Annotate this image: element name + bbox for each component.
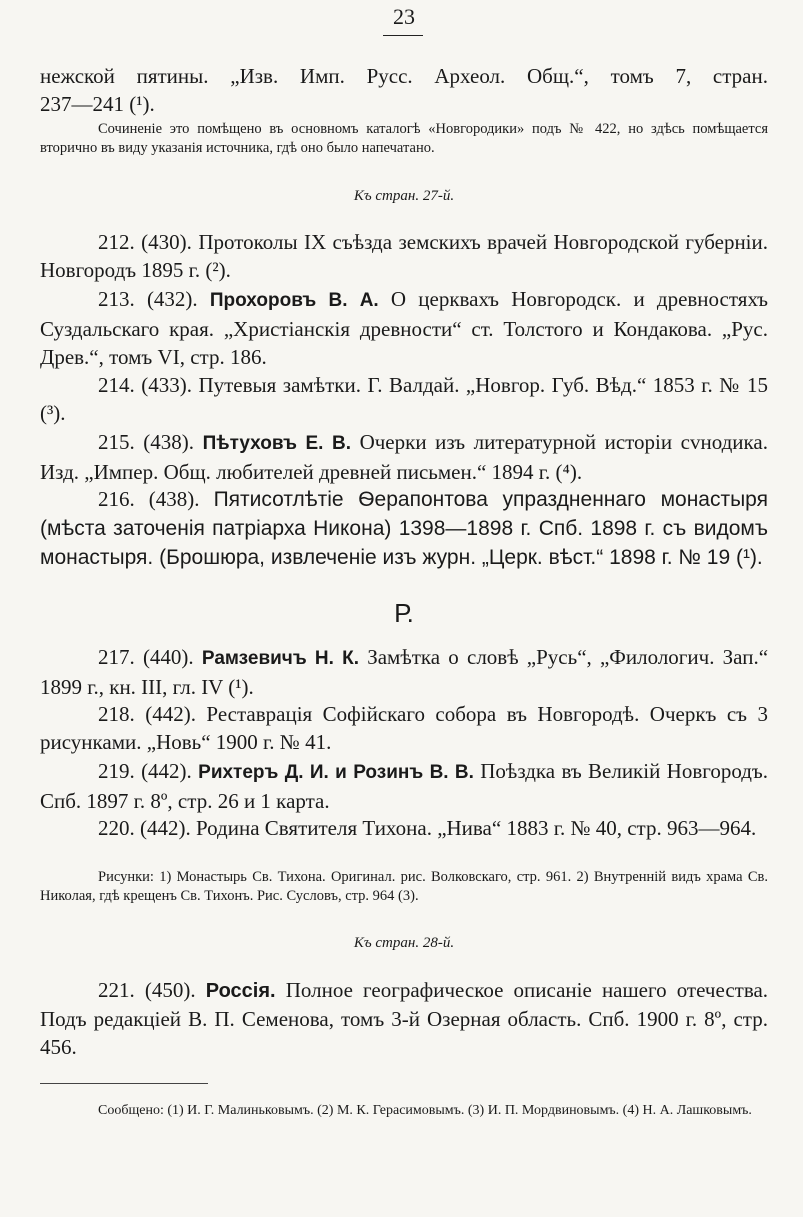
entry-author: Пѣтуховъ Е. В. <box>202 433 352 454</box>
entry-author: Россія. <box>205 980 276 1002</box>
entry-number: 213. (432). <box>98 287 198 311</box>
entry-215 <box>40 428 768 486</box>
entry-author: Рихтеръ Д. И. и Розинъ В. В. <box>198 762 474 783</box>
entry-author: Рамзевичъ Н. К. <box>201 648 359 669</box>
entry-number: 215. (438). <box>98 430 195 454</box>
entry-text: Родина Святителя Тихона. „Нива“ 1883 г. № 40, стр. 963—964. <box>196 816 757 840</box>
entry-number: 217. (440). <box>98 645 194 669</box>
entry-text: Протоколы IX съѣзда земскихъ врачей Новгородской губерніи. Новгородъ 1895 г. (²). <box>40 230 769 282</box>
entry-number: 216. (438). <box>98 487 200 511</box>
entry-number: 218. (442). <box>98 702 196 726</box>
section-heading-page-28: Къ стран. 28-й. <box>353 935 455 951</box>
entry-number: 219. (442). <box>98 759 192 783</box>
section-heading-page-27: Къ стран. 27-й. <box>353 188 455 204</box>
entry-continuation-note: Сочиненіе это помѣщено въ основномъ каталогѣ «Новгородики» подъ № 422, но здѣсь помѣщается вторично въ виду указанія источника, гдѣ оно было напечатано. <box>40 121 768 156</box>
entry-text: Поѣздка въ Великій Новгородъ. Спб. 1897 г. 8º, стр. 26 и 1 карта. <box>40 759 769 813</box>
entry-220 <box>40 814 768 842</box>
entry-219 <box>40 757 768 815</box>
entry-217 <box>40 643 768 701</box>
section-letter-r: Р. <box>394 598 414 628</box>
entry-212 <box>40 228 768 284</box>
entry-216 <box>40 485 768 572</box>
entry-213 <box>40 285 768 371</box>
entry-text: Полное географическое описаніе нашего отечества. Подъ редакціей В. П. Семенова, томъ 3-й Озерная область. Спб. 1900 г. 8º, стр. 456. <box>40 978 769 1059</box>
entry-text: Очерки изъ литературной исторіи сvнодика. Изд. „Импер. Общ. любителей древней письмен.“ 1894 г. (⁴). <box>40 430 768 484</box>
entry-author: Прохоровъ В. А. <box>209 290 379 311</box>
entry-214 <box>40 371 768 427</box>
entry-text: Путевыя замѣтки. Г. Валдай. „Новгор. Губ. Вѣд.“ 1853 г. № 15 (³). <box>40 373 769 425</box>
entry-220-note: Рисунки: 1) Монастырь Св. Тихона. Оригинал. рис. Волковскаго, стр. 961. 2) Внутренній видъ храма Св. Николая, гдѣ крещенъ Св. Тихонъ. Рис. Сусловъ, стр. 964 (3). <box>40 869 768 904</box>
entry-221 <box>40 976 768 1061</box>
entry-continuation-line1: нежской пятины. „Изв. Имп. Русс. Археол. Общ.“, томъ 7, стран. <box>40 64 768 88</box>
entry-number: 214. (433). <box>98 373 192 397</box>
header-rule <box>383 35 423 36</box>
entry-number: 221. (450). <box>98 978 196 1002</box>
entry-continuation <box>40 62 768 118</box>
entry-text: Замѣтка о словѣ „Русь“, „Филологич. Зап.“ 1899 г., кн. III, гл. IV (¹). <box>40 645 769 699</box>
entry-continuation-line2: 237—241 (¹). <box>40 92 155 116</box>
entry-text: Реставрація Софійскаго собора въ Новгородѣ. Очеркъ съ 3 рисунками. „Новь“ 1900 г. № 41. <box>40 702 768 754</box>
entry-text: Пятисотлѣтіе Ѳерапонтова упраздненнаго монастыря (мѣста заточенія патріарха Никона) 1398—1898 г. Спб. 1898 г. съ видомъ монастыря. (Брошюра, извлеченіе изъ журн. „Церк. вѣст.“ 1898 г. № 19 (¹). <box>40 488 768 569</box>
entry-number: 220. (442). <box>98 816 191 840</box>
entry-text: О церквахъ Новгородск. и древностяхъ Суздальскаго края. „Христіанскія древности“ ст. Толстого и Кондакова. „Рус. Древ.“, томъ VI, стр. 186. <box>40 287 769 369</box>
entry-218 <box>40 700 768 756</box>
entry-number: 212. (430). <box>98 230 192 254</box>
page-number: 23 <box>393 4 415 29</box>
footnote: Сообщено: (1) И. Г. Малиньковымъ. (2) М. К. Герасимовымъ. (3) И. П. Мордвиновымъ. (4) Н. А. Лашковымъ. <box>98 1103 752 1118</box>
footnote-rule <box>40 1083 208 1084</box>
